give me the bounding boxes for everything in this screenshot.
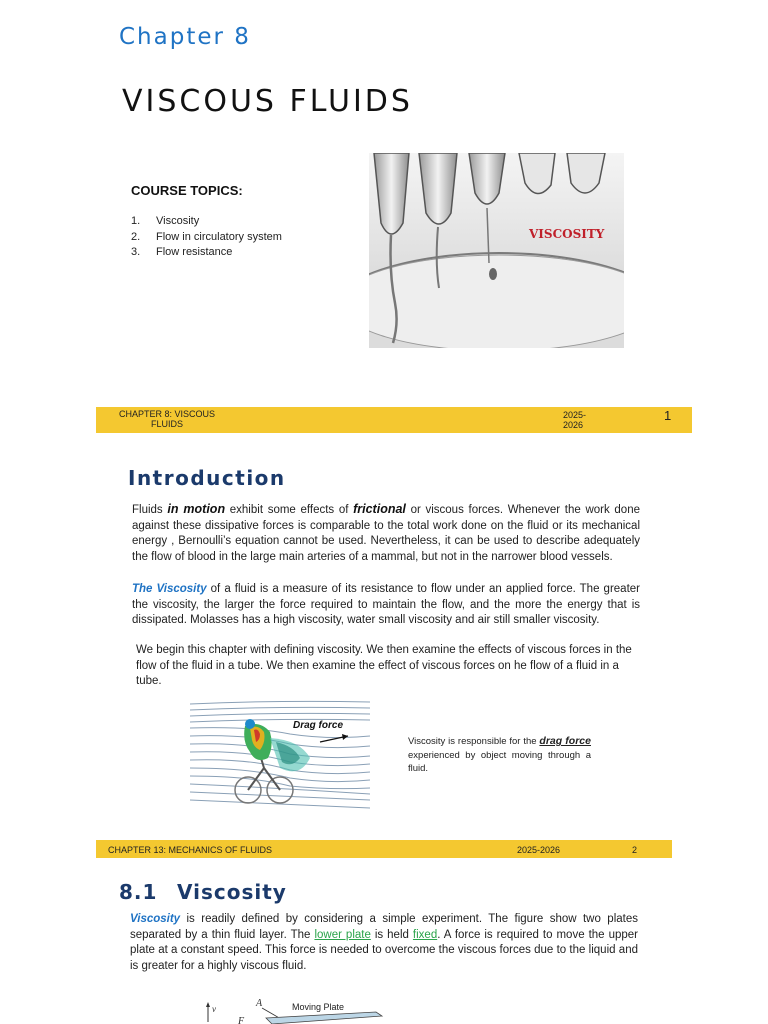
- topic-item: 1. Viscosity: [131, 215, 200, 227]
- drag-force-label: Drag force: [293, 720, 344, 731]
- footer-page-number: 2: [632, 845, 638, 855]
- page-footer-1: [96, 407, 692, 433]
- topic-item: 2. Flow in circulatory system: [131, 230, 282, 243]
- page-footer-2: [96, 840, 672, 858]
- moving-plate-figure: [196, 996, 386, 1024]
- topic-item: 3. Flow resistance: [131, 246, 233, 258]
- hero-caption: VISCOSITY: [529, 227, 605, 241]
- drag-force-note: Viscosity is responsible for the drag force experienced by object moving through a fluid.: [408, 735, 591, 774]
- footer-year: 2025- 2026: [563, 410, 587, 430]
- velocity-label: v: [212, 1004, 216, 1014]
- force-label: F: [238, 1016, 245, 1024]
- moving-plate-label: Moving Plate: [292, 1002, 345, 1012]
- fixed-link[interactable]: fixed: [412, 928, 438, 941]
- arrow-up-icon: [206, 1002, 210, 1007]
- drag-force-image: [190, 698, 370, 812]
- moving-plate-diagram: [196, 996, 386, 1024]
- intro-paragraph-1: Fluids in motion exhibit some effects of frictional or viscous forces. Whenever the work done against these dissipative forces is comparable to the total work done on the fluid or its mechanical energy , Bernoulli’s equation cannot be used. Nevertheless, it can be used to describe adequately the flow of blood in the large main arteries of a mammal, but not in the narrower blood vessels.: [132, 502, 640, 563]
- area-label: A: [256, 998, 263, 1009]
- introduction-heading: Introduction: [128, 466, 286, 490]
- chapter-title: VISCOUS FLUIDS: [122, 84, 413, 119]
- footer-year: 2025-2026: [517, 845, 561, 855]
- section-8-1-heading: 8.1 Viscosity: [119, 880, 287, 904]
- course-topics-heading: COURSE TOPICS:: [131, 183, 243, 198]
- viscosity-hero-image: [369, 153, 624, 348]
- footer-chapter-label: CHAPTER 13: MECHANICS OF FLUIDS: [108, 845, 273, 855]
- lower-plate-link[interactable]: lower plate: [314, 928, 371, 941]
- chapter-label: Chapter 8: [119, 24, 251, 50]
- intro-paragraph-2: The Viscosity of a fluid is a measure of its resistance to flow under an applied force. The greater the viscosity, the larger the force required to maintain the flow, and the more the energy that is dissipated. Molasses has a high viscosity, water small viscosity and air still smaller viscosity.: [132, 583, 640, 627]
- test-tubes-illustration: [369, 153, 624, 348]
- intro-paragraph-3: We begin this chapter with defining viscosity. We then examine the effects of viscous forces in the flow of the fluid in a tube. We then examine the effect of viscous forces on he flow of a fluid in a tube.: [136, 644, 632, 688]
- footer-chapter-label: CHAPTER 8: VISCOUS FLUIDS: [118, 409, 216, 429]
- cyclist-flow-illustration: [190, 698, 370, 812]
- section-8-1-paragraph: Viscosity is readily defined by considering a simple experiment. The figure show two plates separated by a thin fluid layer. The lower plate is held fixed. A force is required to move the upper plate at a constant speed. This force is needed to overcome the viscous forces due to the liquid and is greater for a highly viscous fluid.: [130, 913, 638, 972]
- course-topics-list: [131, 214, 282, 261]
- footer-page-number: 1: [664, 408, 672, 423]
